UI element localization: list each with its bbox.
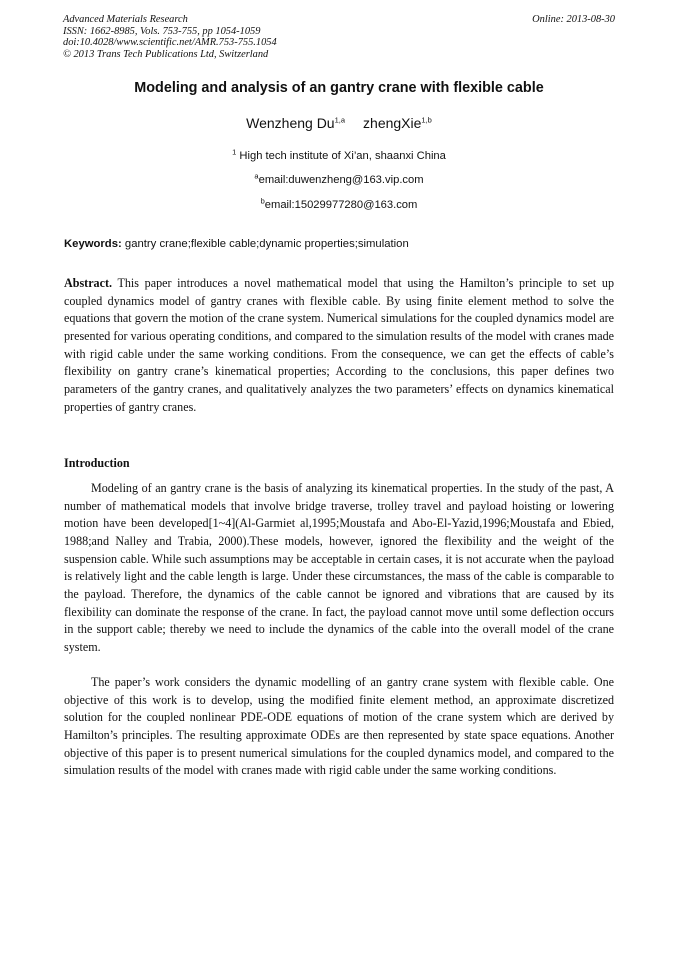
body-paragraph: Modeling of an gantry crane is the basis of analyzing its kinematical properties. In the study of the past, A number of mathematical models that involve bridge traverse, trolley travel and payload hoisting or lowering motion have been developed[1~4](Al-Garmiet al,1995;Moustafa and Abo-El-Yazid,1996;Moustafa and Ebied, 1988;and Nalley and Trabia, 2000).These models, however, ignored the flexibility and the weight of the suspension cable. While such assumptions may be acceptable in certain cases, it is not accurate when the payload is relatively light and the cable length is large. Under these circumstances, the mass of the cable is comparable to the payload. Therefore, the dynamics of the cable cannot be ignored and vibrations that are caused by its flexibility can dominate the response of the crane. In fact, the payload cannot move until some deflection occurs in the support cable; thereby we need to include the dynamics of the cable into the overall model of the crane system. [64, 481, 614, 654]
email-line [0, 171, 678, 186]
email-superscript: b [260, 196, 265, 206]
author-superscript: 1,b [421, 115, 432, 125]
keywords-text: gantry crane;flexible cable;dynamic properties;simulation [124, 238, 409, 250]
doi-line: doi:10.4028/www.scientific.net/AMR.753-755.1054 [63, 37, 277, 49]
body-paragraph: The paper’s work considers the dynamic modelling of an gantry crane system with flexible cable. One objective of this work is to develop, using the modified finite element method, an approximate discretized solution for the coupled nonlinear PDE-ODE equations of motion of the crane system which are derived by Hamilton’s principles. The resulting approximate ODEs are then represented by state space equations. Another objective of this paper is to present numerical simulations for the coupled dynamics model, and compared to the simulation results of the model with cranes made with rigid cable under the same working conditions. [64, 675, 614, 778]
paper-title: Modeling and analysis of an gantry crane with flexible cable [134, 80, 544, 96]
journal-name: Advanced Materials Research [63, 14, 188, 25]
abstract [64, 275, 614, 416]
author-list [0, 115, 678, 131]
keywords-label: Keywords: [64, 238, 122, 250]
abstract-text: This paper introduces a novel mathematical model that using the Hamilton’s principle to set up coupled dynamics model of gantry cranes with flexible cable. By using finite element method to solve the equations that govern the motion of the crane system. Numerical simulations for the coupled dynamics model are presented for various operating conditions, and compared to the simulation results of the model with cranes made with rigid cable under the same working conditions. From the consequence, we can get the effects of cable’s flexibility on gantry crane’s kinematical properties; According to the conclusions, this paper defines two parameters of the gantry cranes, and qualitatively analyzes the two parameters’ effects on dynamics kinematical properties of gantry cranes. [64, 276, 614, 414]
abstract-label: Abstract. [64, 276, 113, 290]
keywords [64, 238, 409, 250]
author-superscript: 1,a [334, 115, 346, 125]
online-date: Online: 2013-08-30 [532, 14, 615, 25]
copyright-line: © 2013 Trans Tech Publications Ltd, Switzerland [63, 48, 269, 60]
journal-header [63, 14, 615, 60]
affiliation [0, 147, 678, 162]
email-superscript: a [254, 171, 259, 181]
issn-line: ISSN: 1662-8985, Vols. 753-755, pp 1054-1059 [63, 25, 261, 37]
email-text: email:15029977280@163.com [264, 199, 418, 211]
email-text: email:duwenzheng@163.vip.com [258, 174, 424, 186]
author-name: Wenzheng Du [246, 115, 335, 131]
affiliation-text: High tech institute of Xi’an, shaanxi China [239, 150, 446, 162]
author-name: zhengXie [363, 115, 422, 131]
section-heading: Introduction [64, 456, 130, 470]
email-line [0, 196, 678, 211]
affiliation-superscript: 1 [232, 147, 237, 157]
